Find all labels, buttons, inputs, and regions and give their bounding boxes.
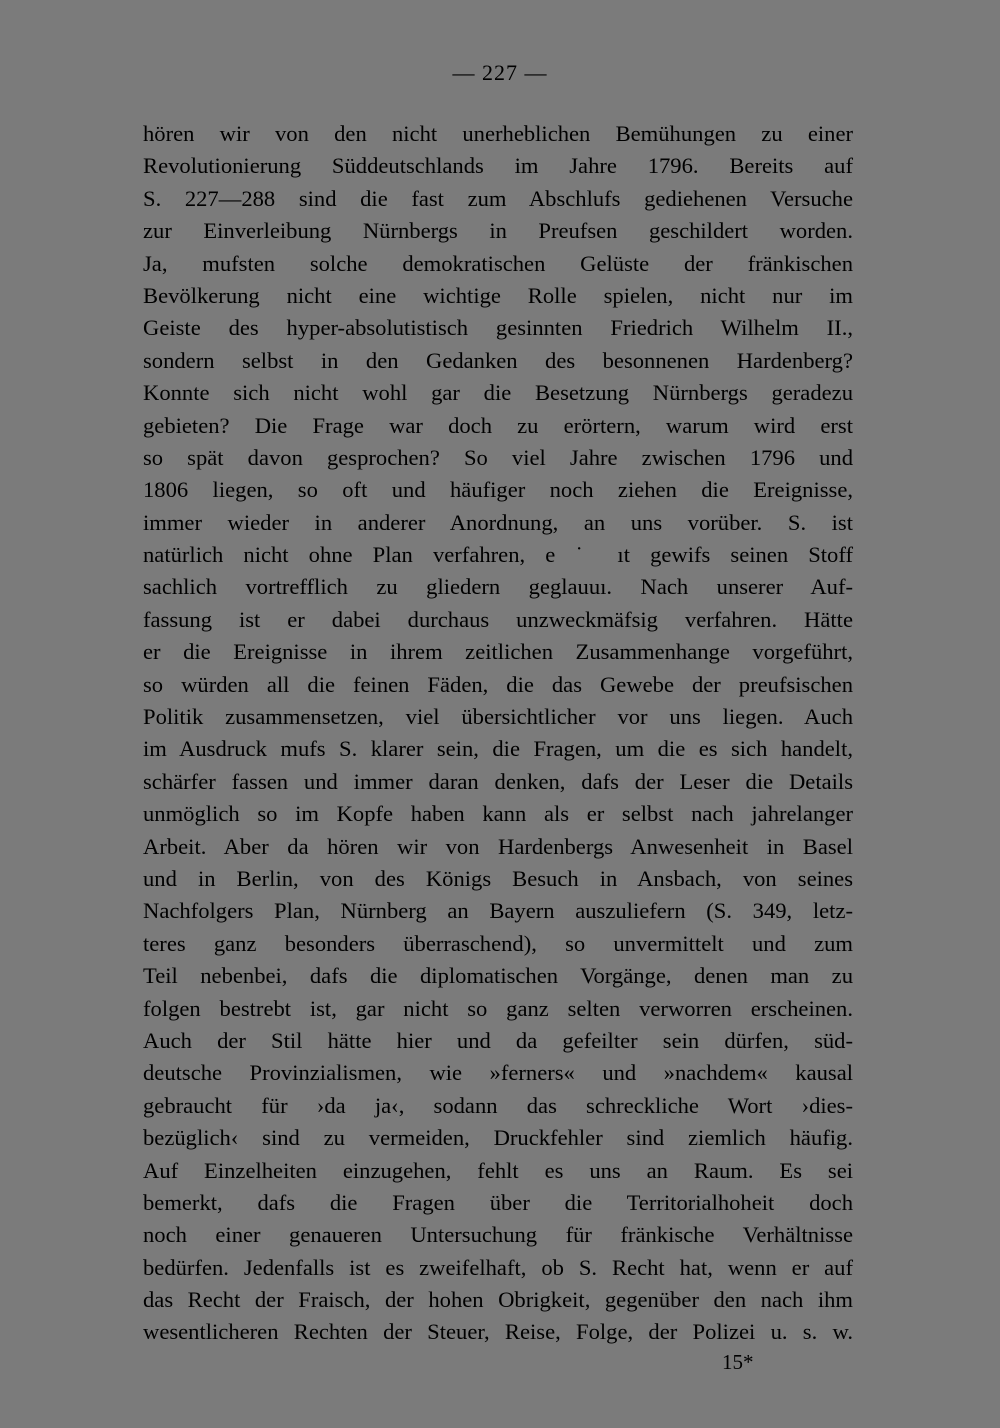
text-line: bemerkt, dafs die Fragen über die Territorialhoheit doch: [143, 1189, 853, 1215]
text-line: Ja, mufsten solche demokratischen Gelüste der fränkischen: [143, 250, 853, 276]
printer-signature-mark: 15*: [722, 1350, 754, 1374]
page-number: — 227 —: [452, 60, 548, 85]
text-line: sondern selbst in den Gedanken des besonnenen Hardenberg?: [143, 347, 853, 373]
text-line: Auch der Stil hätte hier und da gefeilter sein dürfen, süd-: [143, 1027, 853, 1053]
text-line: Teil nebenbei, dafs die diplomatischen Vorgänge, denen man zu: [143, 963, 853, 989]
text-line: und in Berlin, von des Königs Besuch in Ansbach, von seines: [143, 865, 853, 891]
text-line: S. 227—288 sind die fast zum Abschlufs gediehenen Versuche: [143, 185, 853, 211]
text-line: er die Ereignisse in ihrem zeitlichen Zusammenhange vorgeführt,: [143, 639, 853, 665]
text-line: Konnte sich nicht wohl gar die Besetzung Nürnbergs geradezu: [143, 380, 853, 406]
text-line: Bevölkerung nicht eine wichtige Rolle spielen, nicht nur im: [143, 282, 853, 308]
text-line: teres ganz besonders überraschend), so unvermittelt und zum: [143, 930, 853, 956]
text-line: gebraucht für ›da ja‹, sodann das schreckliche Wort ›dies-: [143, 1092, 853, 1118]
text-line: so spät davon gesprochen? So viel Jahre zwischen 1796 und: [143, 444, 853, 470]
text-line: schärfer fassen und immer daran denken, dafs der Leser die Details: [143, 768, 853, 794]
text-line: noch einer genaueren Untersuchung für fränkische Verhältnisse: [143, 1222, 853, 1248]
text-line: so würden all die feinen Fäden, die das Gewebe der preufsischen: [143, 671, 853, 697]
text-line: fassung ist er dabei durchaus unzweckmäfsig verfahren. Hätte: [143, 606, 853, 632]
text-line: hören wir von den nicht unerheblichen Bemühungen zu einer: [143, 121, 853, 146]
text-line: Geiste des hyper-absolutistisch gesinnten Friedrich Wilhelm II.,: [143, 315, 853, 341]
body-text: [143, 118, 853, 1349]
text-line: Arbeit. Aber da hören wir von Hardenbergs Anwesenheit in Basel: [143, 833, 853, 859]
text-line: das Recht der Fraisch, der hohen Obrigkeit, gegenüber den nach ihm: [143, 1287, 853, 1313]
text-line: Politik zusammensetzen, viel übersichtlicher vor uns liegen. Auch: [143, 704, 853, 730]
text-line: im Ausdruck mufs S. klarer sein, die Fragen, um die es sich handelt,: [143, 736, 853, 762]
text-line: Revolutionierung Süddeutschlands im Jahre 1796. Bereits auf: [143, 153, 853, 179]
text-line: unmöglich so im Kopfe haben kann als er selbst nach jahrelanger: [143, 801, 853, 827]
text-line: wesentlicheren Rechten der Steuer, Reise, Folge, der Polizei u. s. w.: [143, 1319, 853, 1345]
text-line: natürlich nicht ohne Plan verfahren, e ˙ ıt gewifs seinen Stoff: [143, 542, 853, 568]
text-line: bezüglich‹ sind zu vermeiden, Druckfehler sind ziemlich häufig.: [143, 1125, 853, 1151]
text-line: Auf Einzelheiten einzugehen, fehlt es uns an Raum. Es sei: [143, 1157, 853, 1183]
text-line: bedürfen. Jedenfalls ist es zweifelhaft, ob S. Recht hat, wenn er auf: [143, 1254, 853, 1280]
text-line: immer wieder in anderer Anordnung, an uns vorüber. S. ist: [143, 509, 853, 535]
text-line: 1806 liegen, so oft und häufiger noch ziehen die Ereignisse,: [143, 477, 853, 503]
text-line: sachlich vortrefflich zu gliedern geglauuı. Nach unserer Auf-: [143, 574, 853, 600]
text-line: Nachfolgers Plan, Nürnberg an Bayern auszuliefern (S. 349, letz-: [143, 898, 853, 924]
text-line: deutsche Provinzialismen, wie »ferners« und »nachdem« kausal: [143, 1060, 853, 1086]
text-line: zur Einverleibung Nürnbergs in Preufsen geschildert worden.: [143, 218, 853, 244]
text-line: folgen bestrebt ist, gar nicht so ganz selten verworren erscheinen.: [143, 995, 853, 1021]
text-line: gebieten? Die Frage war doch zu erörtern, warum wird erst: [143, 412, 853, 438]
